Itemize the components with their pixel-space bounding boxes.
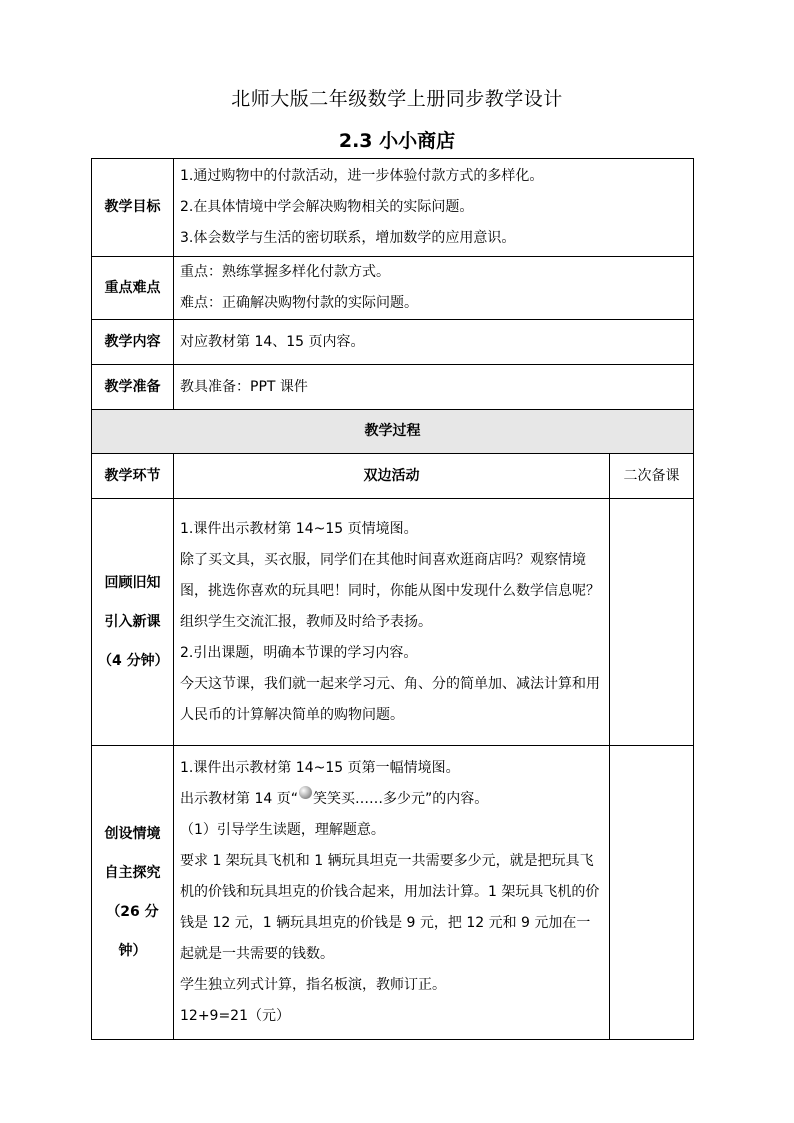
stage1-activity [174,499,610,746]
stage-label-line: 钟） [118,942,147,959]
activity-paragraph: 学生独立列式计算，指名板演，教师订正。 [180,977,446,993]
stage-label-line: 引入新课 [104,613,161,630]
stage1-second-prep [610,499,694,746]
activity-paragraph: 1.课件出示教材第 14~15 页情境图。 [180,520,418,537]
process-header-row [92,454,694,499]
stage-label-line: （26 分 [106,903,159,920]
objective-line: 2.在具体情境中学会解决购物相关的实际问题。 [180,199,474,215]
stage2-label [92,746,174,1040]
objectives-content [174,159,694,257]
quote-start: 出示教材第 14 页“ [180,791,298,807]
process-title-row [92,410,694,454]
key-points-label: 重点难点 [92,257,174,320]
stage-label-line: （4 分钟） [98,652,169,669]
activity-paragraph: 今天这节课，我们就一起来学习元、角、分的简单加、减法计算和用人民币的计算解决简单的购物问题。 [180,675,600,723]
lesson-title: 2.3 小小商店 [338,130,456,152]
objectives-label: 教学目标 [92,159,174,257]
stage2-activity [174,746,610,1040]
activity-paragraph: （1）引导学生读题，理解题意。 [180,822,385,838]
activity-paragraph: 要求 1 架玩具飞机和 1 辆玩具坦克一共需要多少元，就是把玩具飞机的价钱和玩具坦克的价钱合起来，用加法计算。1 架玩具飞机的价钱是 12 元，1 辆玩具坦克的价钱是 9 元，把 12 元和 9 元加在一起就是一共需要的钱数。 [180,853,600,962]
stage-label-line: 自主探究 [104,864,161,881]
process-title: 教学过程 [92,410,694,454]
activity-paragraph: 除了买文具，买衣服，同学们在其他时间喜欢逛商店吗？观察情境图，挑选你喜欢的玩具吧！同时，你能从图中发现什么数学信息呢？ [180,551,600,599]
activity-paragraph [180,784,603,815]
objective-line: 3.体会数学与生活的密切联系，增加数学的应用意识。 [180,230,516,246]
stage-label-line: 回顾旧知 [104,574,161,591]
key-points-row [92,257,694,320]
content-label: 教学内容 [92,320,174,365]
stage2-row [92,746,694,1040]
preparation-row [92,365,694,410]
quote-end: 笑笑买……多少元”的内容。 [312,791,489,807]
objective-line: 1.通过购物中的付款活动，进一步体验付款方式的多样化。 [180,168,544,184]
preparation-label: 教学准备 [92,365,174,410]
lesson-plan-table [91,158,694,1040]
stage-label-line: 创设情境 [104,825,161,842]
activity-paragraph: 1.课件出示教材第 14~15 页第一幅情境图。 [180,760,460,776]
preparation-text: 教具准备：PPT 课件 [174,365,694,410]
activity-paragraph: 组织学生交流汇报，教师及时给予表扬。 [180,613,432,630]
header-activity: 双边活动 [174,454,610,499]
key-points-content [174,257,694,320]
activity-paragraph: 2.引出课题，明确本节课的学习内容。 [180,644,418,661]
stage1-label [92,499,174,746]
header-second-prep: 二次备课 [610,454,694,499]
activity-paragraph: 12+9=21（元） [180,1008,290,1024]
content-text: 对应教材第 14、15 页内容。 [174,320,694,365]
document-title: 北师大版二年级数学上册同步教学设计 [231,88,563,110]
objectives-row [92,159,694,257]
key-point-line: 重点：熟练掌握多样化付款方式。 [180,264,390,280]
header-stage: 教学环节 [92,454,174,499]
stage1-row [92,499,694,746]
content-row [92,320,694,365]
key-point-line: 难点：正确解决购物付款的实际问题。 [180,295,418,311]
ball-icon [299,786,312,799]
stage2-second-prep [610,746,694,1040]
